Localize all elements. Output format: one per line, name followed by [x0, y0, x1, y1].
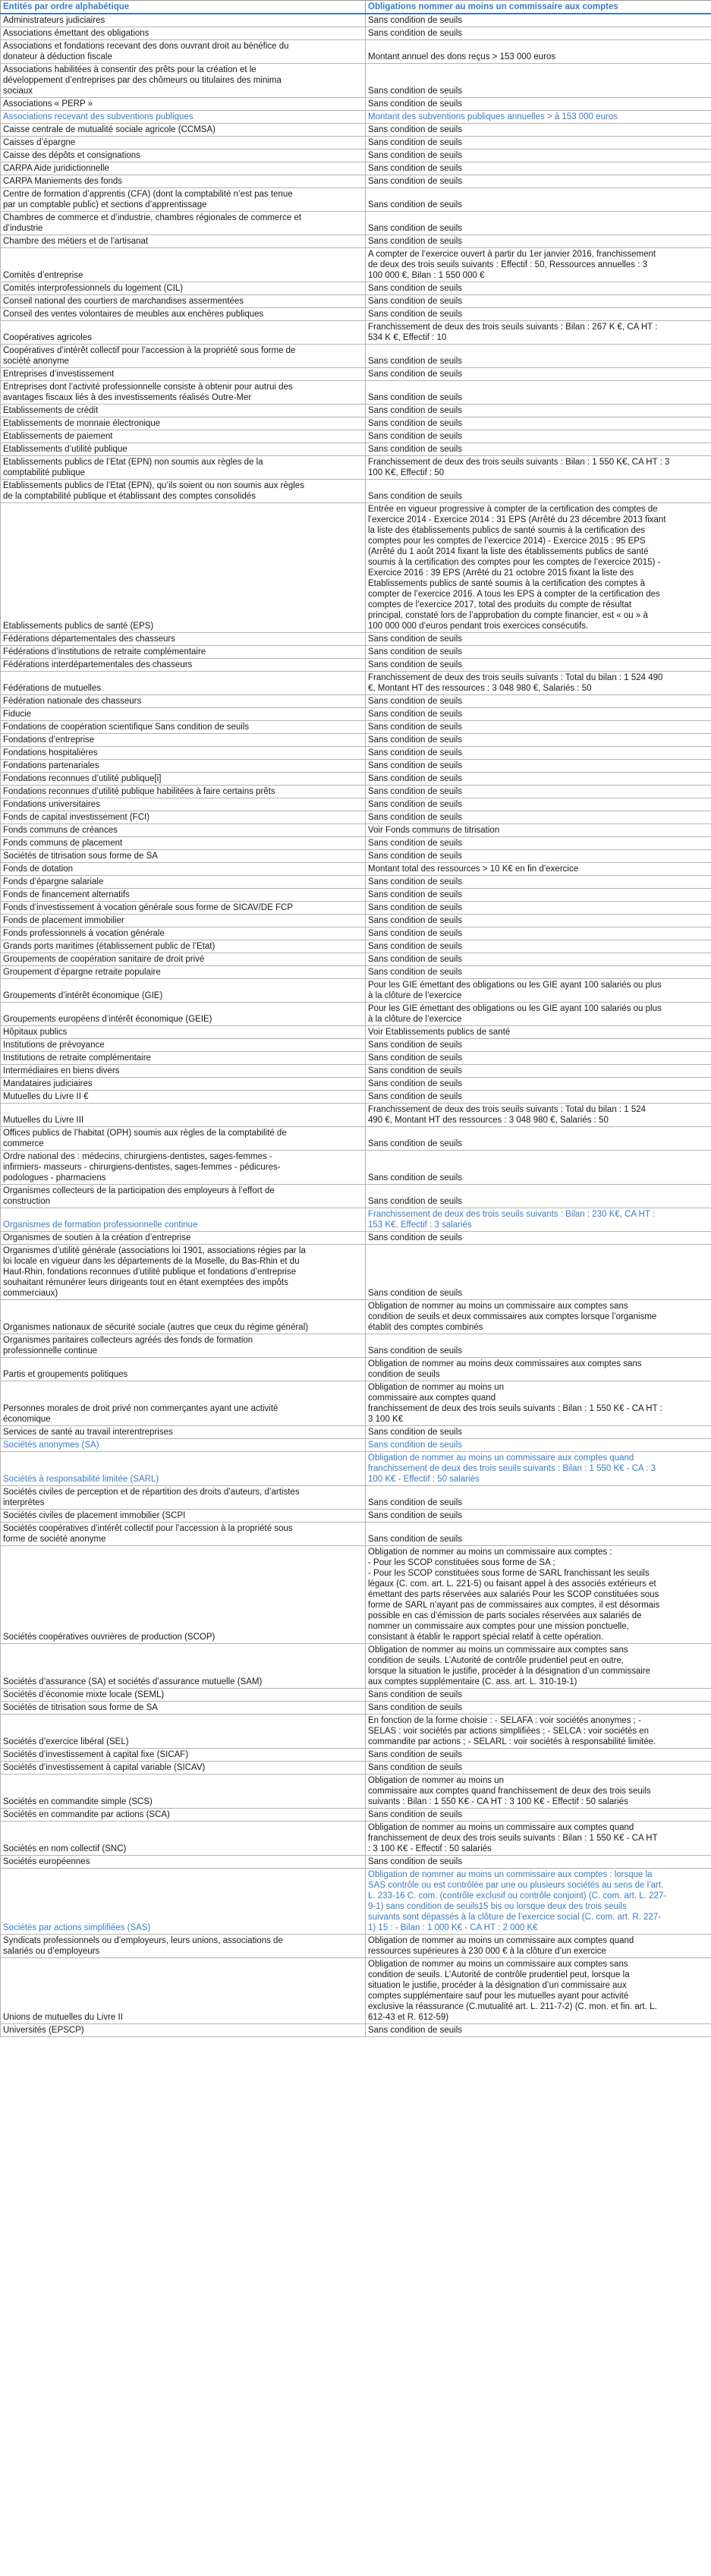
obligation-cell: Sans condition de seuils — [366, 381, 711, 405]
table-row — [1, 773, 711, 786]
obligation-cell: Sans condition de seuils — [366, 927, 711, 940]
obligation-cell: Sans condition de seuils — [366, 137, 711, 150]
entity-cell: Caisse centrale de mutualité sociale agricole (CCMSA) — [1, 124, 366, 137]
table-row — [1, 863, 711, 876]
obligation-cell: Pour les GIE émettant des obligations ou les GIE ayant 100 salariés ou plus à la clôture de l’exercice — [366, 979, 711, 1003]
obligation-cell: Sans condition de seuils — [366, 659, 711, 672]
obligation-cell: Franchissement de deux des trois seuils suivants : Total du bilan : 1 524 490 €, Montant HT des ressources : 3 048 980 €, Salariés : 50 — [366, 672, 711, 695]
entity-cell: Fédérations interdépartementales des chasseurs — [1, 659, 366, 672]
table-row — [1, 345, 711, 368]
obligation-cell: Sans condition de seuils — [366, 64, 711, 98]
entity-cell: Sociétés coopératives ouvrières de production (SCOP) — [1, 1546, 366, 1644]
obligation-cell: Sans condition de seuils — [366, 966, 711, 979]
obligation-cell: Sans condition de seuils — [366, 633, 711, 646]
entity-cell: Sociétés d’exercice libéral (SEL) — [1, 1715, 366, 1749]
entity-cell: Sociétés civiles de perception et de répartition des droits d’auteurs, d’artistes interprètes — [1, 1486, 366, 1510]
obligation-cell: Sans condition de seuils — [366, 150, 711, 162]
obligation-cell: Sans condition de seuils — [366, 282, 711, 295]
table-row — [1, 417, 711, 430]
entity-cell: Fédération nationale des chasseurs — [1, 695, 366, 708]
table-row — [1, 734, 711, 747]
obligation-cell: Sans condition de seuils — [366, 14, 711, 27]
entity-cell: Associations et fondations recevant des dons ouvrant droit au bénéfice du donateur à déduction fiscale — [1, 40, 366, 64]
table-row — [1, 672, 711, 695]
table-row — [1, 1856, 711, 1869]
entity-cell: Organismes de formation professionnelle continue — [1, 1208, 366, 1232]
obligation-cell: Sans condition de seuils — [366, 646, 711, 659]
table-row — [1, 1358, 711, 1381]
table-row — [1, 27, 711, 40]
table-row — [1, 915, 711, 927]
entity-cell: Coopératives agricoles — [1, 321, 366, 345]
obligation-cell: Sans condition de seuils — [366, 1439, 711, 1452]
table-row — [1, 235, 711, 248]
entity-cell: Fonds professionnels à vocation générale — [1, 927, 366, 940]
table-row — [1, 927, 711, 940]
entity-cell: Associations « PERP » — [1, 98, 366, 111]
obligation-cell: Sans condition de seuils — [366, 443, 711, 456]
table-row — [1, 2024, 711, 2037]
obligation-cell: Sans condition de seuils — [366, 695, 711, 708]
table-row — [1, 721, 711, 734]
table-row — [1, 837, 711, 850]
entity-cell: Universités (EPSCP) — [1, 2024, 366, 2037]
table-row — [1, 1439, 711, 1452]
entity-cell: Organismes collecteurs de la participation des employeurs à l’effort de construction — [1, 1185, 366, 1208]
table-row — [1, 111, 711, 124]
entity-cell: Syndicats professionnels ou d’employeurs, leurs unions, associations de salariés ou d’employeurs — [1, 1935, 366, 1958]
obligation-cell: Sans condition de seuils — [366, 1091, 711, 1104]
entity-cell: Sociétés de titrisation sous forme de SA — [1, 1702, 366, 1715]
table-row — [1, 248, 711, 282]
entity-cell: Sociétés coopératives d’intérêt collectif pour l’accession à la propriété sous forme de société anonyme — [1, 1523, 366, 1546]
obligation-cell: Obligation de nommer au moins un commissaire aux comptes sans condition de seuils. L’Autorité de contrôle prudentiel peut en outre, lorsque la situation le justifie, procéder à la désignation d’un commissaire aux comptes supplémentaire (C. ass. art. L. 310-19-1) — [366, 1644, 711, 1689]
table-row — [1, 786, 711, 798]
entity-cell: Etablissements de paiement — [1, 430, 366, 443]
obligation-cell: Obligation de nommer au moins un commissaire aux comptes : - Pour les SCOP constituées sous forme de SA ; - Pour les SCOP constituées sous forme de SARL franchissant les seuils légaux (C. com. art. L. 221-5) ou faisant appel à des associés extérieurs et émettant des parts réservées aux salariés Pour les SCOP constituées sous forme de SARL n’ayant pas de commissaires aux comptes, il est désormais possible en cas d’émission de parts sociales réservées aux salariés de nommer un commissaire aux comptes pour une mission ponctuelle, consistant à établir le rapport spécial relatif à cette opération. — [366, 1546, 711, 1644]
table-row — [1, 953, 711, 966]
table-row — [1, 1039, 711, 1052]
entity-cell: Fédérations d’institutions de retraite complémentaire — [1, 646, 366, 659]
table-row — [1, 308, 711, 321]
table-row — [1, 760, 711, 773]
table-row — [1, 1185, 711, 1208]
entity-cell: Fondations partenariales — [1, 760, 366, 773]
table-row — [1, 1065, 711, 1078]
entity-cell: Fonds de placement immobilier — [1, 915, 366, 927]
entity-cell: Sociétés en nom collectif (SNC) — [1, 1822, 366, 1856]
entity-cell: Comités d’entreprise — [1, 248, 366, 282]
table-row — [1, 188, 711, 212]
entity-cell: Sociétés anonymes (SA) — [1, 1439, 366, 1452]
table-row — [1, 1208, 711, 1232]
table-row — [1, 1523, 711, 1546]
obligation-cell: Sans condition de seuils — [366, 811, 711, 824]
obligation-cell: Sans condition de seuils — [366, 405, 711, 417]
entity-cell: Groupements de coopération sanitaire de droit privé — [1, 953, 366, 966]
entity-cell: Grands ports maritimes (établissement public de l’Etat) — [1, 940, 366, 953]
entity-cell: Administrateurs judiciaires — [1, 14, 366, 27]
table-row — [1, 747, 711, 760]
obligation-cell: Sans condition de seuils — [366, 27, 711, 40]
table-row — [1, 979, 711, 1003]
table-row — [1, 405, 711, 417]
entity-cell: Etablissements publics de l’Etat (EPN), qu’ils soient ou non soumis aux règles de la comptabilité publique et établissant des comptes consolidés — [1, 480, 366, 503]
entity-cell: Entreprises d’investissement — [1, 368, 366, 381]
obligation-cell: Sans condition de seuils — [366, 235, 711, 248]
entity-cell: Chambre des métiers et de l’artisanat — [1, 235, 366, 248]
entity-cell: Fonds de capital investissement (FCI) — [1, 811, 366, 824]
table-row — [1, 1702, 711, 1715]
obligation-cell: Sans condition de seuils — [366, 162, 711, 175]
obligation-cell: Entrée en vigueur progressive à compter de la certification des comptes de l’exercice 2014 - Exercice 2014 : 31 EPS (Arrêté du 23 décembre 2013 fixant la liste des établissements publics de santé soumis à la certification des comptes pour les comptes de l’exercice 2014) - Exercice 2015 : 95 EPS (Arrêté du 1 août 2014 fixant la liste des établissements publics de santé soumis à la certification des comptes pour les comptes de l’exercice 2015) - Exercice 2016 : 39 EPS (Arrêté du 21 octobre 2015 fixant la liste des Etablissements publics de santé soumis à la certification des comptes à compter de l’exercice 2016. A tous les EPS à compter de la certification des comptes de l’exercice 2017, total des produits du compte de résultat principal, constaté lors de l’approbation du compte financier, est « ou » à 100 000 000 d’euros pendant trois exercices consécutifs. — [366, 503, 711, 633]
entity-cell: Groupements d’intérêt économique (GIE) — [1, 979, 366, 1003]
entity-cell: Coopératives d’intérêt collectif pour l’accession à la propriété sous forme de société anonyme — [1, 345, 366, 368]
entity-cell: Organismes d’utilité générale (associations loi 1901, associations régies par la loi locale en vigueur dans les départements de la Moselle, du Bas-Rhin et du Haut-Rhin, fondations reconnues d’utilité publique et fondations d’entreprise souhaitant rémunérer leurs dirigeants tout en étant exemptées des impôts commerciaux) — [1, 1245, 366, 1300]
entity-cell: Fonds communs de créances — [1, 824, 366, 837]
column-header-entities: Entités par ordre alphabétique — [1, 1, 366, 14]
table-row — [1, 876, 711, 889]
entity-cell: Fonds de dotation — [1, 863, 366, 876]
entity-cell: Associations émettant des obligations — [1, 27, 366, 40]
table-row — [1, 1958, 711, 2024]
entity-cell: Mutuelles du Livre II € — [1, 1091, 366, 1104]
obligation-cell: Sans condition de seuils — [366, 734, 711, 747]
table-row — [1, 456, 711, 480]
obligation-cell: Sans condition de seuils — [366, 786, 711, 798]
table-row — [1, 1809, 711, 1822]
obligation-cell: Obligation de nommer au moins un commissaire aux comptes sans condition de seuils. L’Autorité de contrôle prudentiel peut, lorsque la situation le justifie, procéder à la désignation d’un commissaire aux comptes supplémentaire sauf pour les mutuelles ayant pour activité exclusive la réassurance (C.mutualité art. L. 211-7-2) (C. mon. et fin. art. L. 612-43 et R. 612-59) — [366, 1958, 711, 2024]
table-row — [1, 1935, 711, 1958]
table-row — [1, 1452, 711, 1486]
obligation-cell: Sans condition de seuils — [366, 1510, 711, 1523]
obligation-cell: Sans condition de seuils — [366, 1052, 711, 1065]
entity-cell: Associations habilitées à consentir des prêts pour la création et le développement d’entreprises par des chômeurs ou titulaires des minima sociaux — [1, 64, 366, 98]
table-row — [1, 212, 711, 235]
obligation-cell: A compter de l’exercice ouvert à partir du 1er janvier 2016, franchissement de deux des trois seuils suivants : Effectif : 50, Ressources annuelles : 3 100 000 €, Bilan : 1 550 000 € — [366, 248, 711, 282]
entity-cell: Partis et groupements politiques — [1, 1358, 366, 1381]
obligation-cell: Sans condition de seuils — [366, 1151, 711, 1185]
table-row — [1, 1775, 711, 1809]
entity-cell: Fondations de coopération scientifique Sans condition de seuils — [1, 721, 366, 734]
entity-cell: Services de santé au travail interentreprises — [1, 1426, 366, 1439]
table-row — [1, 966, 711, 979]
entity-cell: Sociétés en commandite simple (SCS) — [1, 1775, 366, 1809]
table-row — [1, 14, 711, 27]
obligation-cell: Obligation de nommer au moins un commissaire aux comptes sans condition de seuils et deux commissaires aux comptes lorsque l’organisme établit des comptes combinés — [366, 1300, 711, 1334]
entity-cell: Organismes de soutien à la création d’entreprise — [1, 1232, 366, 1245]
table-row — [1, 282, 711, 295]
entity-cell: Etablissements de monnaie électronique — [1, 417, 366, 430]
entity-cell: Fondations reconnues d’utilité publique habilitées à faire certains prêts — [1, 786, 366, 798]
obligation-cell: Sans condition de seuils — [366, 480, 711, 503]
obligation-cell: Sans condition de seuils — [366, 1078, 711, 1091]
entity-cell: Caisse des dépôts et consignations — [1, 150, 366, 162]
entity-cell: Institutions de retraite complémentaire — [1, 1052, 366, 1065]
table-row — [1, 1822, 711, 1856]
table-row — [1, 137, 711, 150]
obligation-cell: Franchissement de deux des trois seuils suivants : Bilan : 267 K €, CA HT : 534 K €, Effectif : 10 — [366, 321, 711, 345]
table-row — [1, 1869, 711, 1935]
entity-cell: Organismes paritaires collecteurs agréés des fonds de formation professionnelle continue — [1, 1334, 366, 1358]
table-row — [1, 889, 711, 902]
obligation-cell: Sans condition de seuils — [366, 798, 711, 811]
entity-cell: Sociétés de titrisation sous forme de SA — [1, 850, 366, 863]
entity-cell: Mandataires judiciaires — [1, 1078, 366, 1091]
entity-cell: Etablissements publics de l’Etat (EPN) non soumis aux règles de la comptabilité publique — [1, 456, 366, 480]
obligation-cell: Sans condition de seuils — [366, 721, 711, 734]
table-row — [1, 1232, 711, 1245]
obligation-cell: Sans condition de seuils — [366, 773, 711, 786]
obligation-cell: Sans condition de seuils — [366, 1127, 711, 1151]
obligation-cell: Sans condition de seuils — [366, 417, 711, 430]
obligation-cell: Sans condition de seuils — [366, 889, 711, 902]
obligation-cell: Sans condition de seuils — [366, 308, 711, 321]
obligation-cell: Sans condition de seuils — [366, 850, 711, 863]
entity-cell: CARPA Aide juridictionnelle — [1, 162, 366, 175]
entity-cell: Fondations reconnues d’utilité publique[i] — [1, 773, 366, 786]
table-row — [1, 64, 711, 98]
obligation-cell: Sans condition de seuils — [366, 295, 711, 308]
entity-cell: Fondations d’entreprise — [1, 734, 366, 747]
obligation-cell: Sans condition de seuils — [366, 1702, 711, 1715]
table-row — [1, 368, 711, 381]
table-row — [1, 902, 711, 915]
entity-cell: Organismes nationaux de sécurité sociale (autres que ceux du régime général) — [1, 1300, 366, 1334]
entity-cell: Sociétés à responsabilité limitée (SARL) — [1, 1452, 366, 1486]
table-row — [1, 1127, 711, 1151]
entity-cell: Ordre national des : médecins, chirurgiens-dentistes, sages-femmes - infirmiers- masseurs - chirurgiens-dentistes, sages-femmes - pédicures- podologues - pharmaciens — [1, 1151, 366, 1185]
table-row — [1, 1091, 711, 1104]
table-row — [1, 1245, 711, 1300]
table-row — [1, 443, 711, 456]
table-row — [1, 1381, 711, 1426]
table-row — [1, 1689, 711, 1702]
table-row — [1, 940, 711, 953]
table-row — [1, 295, 711, 308]
obligation-cell: Obligation de nommer au moins un commissaire aux comptes quand franchissement de deux des trois seuils suivants : Bilan : 1 550 K€ - CA HT : 3 100 K€ — [366, 1381, 711, 1426]
obligation-cell: Obligation de nommer au moins un commissaire aux comptes quand franchissement de deux des trois seuils suivants : Bilan : 1 550 K€ - CA : 3 100 K€ - Effectif : 50 salariés — [366, 1452, 711, 1486]
entity-cell: Hôpitaux publics — [1, 1026, 366, 1039]
table-row — [1, 503, 711, 633]
entity-cell: Fondations hospitalières — [1, 747, 366, 760]
entity-cell: Fonds d’investissement à vocation générale sous forme de SICAV/DE FCP — [1, 902, 366, 915]
obligation-cell: Voir Etablissements publics de santé — [366, 1026, 711, 1039]
obligation-cell: Obligation de nommer au moins un commissaire aux comptes : lorsque la SAS contrôle ou est contrôlée par une ou plusieurs sociétés au sens de l’art. L. 233-16 C. com. (contrôle exclusif ou contrôle conjoint) (C. com. art. L. 227- 9-1) sans condition de seuils15 bis ou lorsque deux des trois seuils suivants sont dépassés à la clôture de l’exercice social (C. com. art. R. 227- 1) 15 : - Bilan : 1 000 K€ - CA HT : 2 000 K€ — [366, 1869, 711, 1935]
entity-cell: Sociétés d’investissement à capital variable (SICAV) — [1, 1762, 366, 1775]
table-row — [1, 633, 711, 646]
obligation-cell: Sans condition de seuils — [366, 902, 711, 915]
obligation-cell: Obligation de nommer au moins un commissaire aux comptes quand franchissement de deux des trois seuils suivants : Bilan : 1 550 K€ - CA HT : 3 100 K€ - Effectif : 50 salariés — [366, 1822, 711, 1856]
table-header-row — [1, 1, 711, 14]
obligation-cell: Montant total des ressources > 10 K€ en fin d’exercice — [366, 863, 711, 876]
obligation-cell: Sans condition de seuils — [366, 1809, 711, 1822]
obligation-cell: Obligation de nommer au moins un commissaire aux comptes quand franchissement de deux des trois seuils suivants : Bilan : 1 550 K€ - CA HT : 3 100 K€ - Effectif : 50 salariés — [366, 1775, 711, 1809]
obligation-cell: Sans condition de seuils — [366, 1749, 711, 1762]
table-row — [1, 1426, 711, 1439]
table-row — [1, 98, 711, 111]
entity-cell: Sociétés d’assurance (SA) et sociétés d’assurance mutuelle (SAM) — [1, 1644, 366, 1689]
obligation-cell: Pour les GIE émettant des obligations ou les GIE ayant 100 salariés ou plus à la clôture de l’exercice — [366, 1003, 711, 1026]
entity-cell: Sociétés d’investissement à capital fixe (SICAF) — [1, 1749, 366, 1762]
obligation-cell: Sans condition de seuils — [366, 1065, 711, 1078]
table-row — [1, 381, 711, 405]
obligation-cell: Montant annuel des dons reçus > 153 000 euros — [366, 40, 711, 64]
table-row — [1, 708, 711, 721]
entity-cell: Fédérations départementales des chasseurs — [1, 633, 366, 646]
obligation-cell: Voir Fonds communs de titrisation — [366, 824, 711, 837]
obligation-cell: Sans condition de seuils — [366, 1334, 711, 1358]
entity-cell: Personnes morales de droit privé non commerçantes ayant une activité économique — [1, 1381, 366, 1426]
obligation-cell: Franchissement de deux des trois seuils suivants : Bilan : 1 550 K€, CA HT : 3 100 K€, Effectif : 50 — [366, 456, 711, 480]
table-row — [1, 1644, 711, 1689]
table-row — [1, 175, 711, 188]
table-row — [1, 1151, 711, 1185]
table-row — [1, 811, 711, 824]
entity-cell: Etablissements d’utilité publique — [1, 443, 366, 456]
table-row — [1, 798, 711, 811]
table-row — [1, 850, 711, 863]
obligation-cell: Sans condition de seuils — [366, 430, 711, 443]
obligation-cell: Sans condition de seuils — [366, 747, 711, 760]
entity-cell: Offices publics de l’habitat (OPH) soumis aux règles de la comptabilité de commerce — [1, 1127, 366, 1151]
table-row — [1, 480, 711, 503]
table-row — [1, 1762, 711, 1775]
table-row — [1, 1749, 711, 1762]
table-row — [1, 40, 711, 64]
obligation-cell: Obligation de nommer au moins deux commissaires aux comptes sans condition de seuils — [366, 1358, 711, 1381]
table-row — [1, 1510, 711, 1523]
table-row — [1, 695, 711, 708]
table-row — [1, 150, 711, 162]
entity-cell: CARPA Maniements des fonds — [1, 175, 366, 188]
entity-cell: Fonds de financement alternatifs — [1, 889, 366, 902]
table-row — [1, 1104, 711, 1127]
obligation-cell: Franchissement de deux des trois seuils suivants : Total du bilan : 1 524 490 €, Montant HT des ressources : 3 048 980 €, Salariés : 50 — [366, 1104, 711, 1127]
entity-cell: Chambres de commerce et d’industrie, chambres régionales de commerce et d’industrie — [1, 212, 366, 235]
obligation-cell: Sans condition de seuils — [366, 1185, 711, 1208]
obligation-cell: En fonction de la forme choisie : - SELAFA : voir sociétés anonymes ; - SELAS : voir sociétés par actions simplifiées ; - SELCA : voir sociétés en commandite par actions ; - SELARL : voir sociétés à responsabilité limitée. — [366, 1715, 711, 1749]
table-body — [1, 14, 711, 2037]
entity-cell: Sociétés civiles de placement immobilier (SCPI — [1, 1510, 366, 1523]
obligation-cell: Sans condition de seuils — [366, 837, 711, 850]
table-row — [1, 162, 711, 175]
table-row — [1, 430, 711, 443]
table-row — [1, 1003, 711, 1026]
entity-cell: Fondations universitaires — [1, 798, 366, 811]
entity-cell: Entreprises dont l’activité professionnelle consiste à obtenir pour autrui des avantages fiscaux liés à des investissements réalisés Outre-Mer — [1, 381, 366, 405]
table-row — [1, 659, 711, 672]
entity-cell: Centre de formation d’apprentis (CFA) (dont la comptabilité n’est pas tenue par un comptable public) et sections d’apprentissage — [1, 188, 366, 212]
entity-cell: Caisses d’épargne — [1, 137, 366, 150]
table-row — [1, 1334, 711, 1358]
table-row — [1, 1300, 711, 1334]
entity-cell: Etablissements de crédit — [1, 405, 366, 417]
obligation-cell: Sans condition de seuils — [366, 212, 711, 235]
obligation-cell: Sans condition de seuils — [366, 175, 711, 188]
obligation-cell: Franchissement de deux des trois seuils suivants : Bilan : 230 K€, CA HT : 153 K€, Effectif : 3 salariés — [366, 1208, 711, 1232]
entity-cell: Sociétés par actions simplifiées (SAS) — [1, 1869, 366, 1935]
table-row — [1, 1026, 711, 1039]
entity-cell: Intermédiaires en biens divers — [1, 1065, 366, 1078]
entity-cell: Institutions de prévoyance — [1, 1039, 366, 1052]
obligation-cell: Sans condition de seuils — [366, 345, 711, 368]
entity-cell: Conseil des ventes volontaires de meubles aux enchères publiques — [1, 308, 366, 321]
obligation-cell: Sans condition de seuils — [366, 953, 711, 966]
entity-cell: Comités interprofessionnels du logement (CIL) — [1, 282, 366, 295]
obligation-cell: Obligation de nommer au moins un commissaire aux comptes quand ressources supérieures à 230 000 € à la clôture d’un exercice — [366, 1935, 711, 1958]
table-row — [1, 1078, 711, 1091]
entity-cell: Fédérations de mutuelles — [1, 672, 366, 695]
table-row — [1, 1546, 711, 1644]
entity-cell: Fonds d’épargne salariale — [1, 876, 366, 889]
obligation-cell: Sans condition de seuils — [366, 940, 711, 953]
table-row — [1, 1052, 711, 1065]
entity-cell: Mutuelles du Livre III — [1, 1104, 366, 1127]
entity-cell: Sociétés d’économie mixte locale (SEML) — [1, 1689, 366, 1702]
entity-cell: Fiducie — [1, 708, 366, 721]
table-row — [1, 1715, 711, 1749]
column-header-obligations: Obligations nommer au moins un commissaire aux comptes — [366, 1, 711, 14]
obligation-cell: Montant des subventions publiques annuelles > à 153 000 euros — [366, 111, 711, 124]
obligation-cell: Sans condition de seuils — [366, 1039, 711, 1052]
table-row — [1, 321, 711, 345]
obligation-cell: Sans condition de seuils — [366, 876, 711, 889]
obligation-cell: Sans condition de seuils — [366, 1426, 711, 1439]
obligation-cell: Sans condition de seuils — [366, 2024, 711, 2037]
table-row — [1, 1486, 711, 1510]
obligation-cell: Sans condition de seuils — [366, 760, 711, 773]
obligation-cell: Sans condition de seuils — [366, 1523, 711, 1546]
entity-cell: Fonds communs de placement — [1, 837, 366, 850]
table-row — [1, 124, 711, 137]
obligation-cell: Sans condition de seuils — [366, 1486, 711, 1510]
table-row — [1, 824, 711, 837]
obligation-cell: Sans condition de seuils — [366, 368, 711, 381]
obligation-cell: Sans condition de seuils — [366, 915, 711, 927]
entity-cell: Etablissements publics de santé (EPS) — [1, 503, 366, 633]
entity-cell: Sociétés en commandite par actions (SCA) — [1, 1809, 366, 1822]
entity-cell: Unions de mutuelles du Livre II — [1, 1958, 366, 2024]
entity-cell: Conseil national des courtiers de marchandises assermentées — [1, 295, 366, 308]
obligation-cell: Sans condition de seuils — [366, 98, 711, 111]
obligation-cell: Sans condition de seuils — [366, 188, 711, 212]
obligation-cell: Sans condition de seuils — [366, 1245, 711, 1300]
obligation-cell: Sans condition de seuils — [366, 1856, 711, 1869]
table-row — [1, 646, 711, 659]
entity-cell: Groupement d’épargne retraite populaire — [1, 966, 366, 979]
obligation-cell: Sans condition de seuils — [366, 1762, 711, 1775]
entity-cell: Sociétés européennes — [1, 1856, 366, 1869]
entity-cell: Associations recevant des subventions publiques — [1, 111, 366, 124]
obligation-cell: Sans condition de seuils — [366, 1232, 711, 1245]
entity-cell: Groupements européens d’intérêt économique (GEIE) — [1, 1003, 366, 1026]
obligation-cell: Sans condition de seuils — [366, 124, 711, 137]
obligation-cell: Sans condition de seuils — [366, 708, 711, 721]
obligation-cell: Sans condition de seuils — [366, 1689, 711, 1702]
